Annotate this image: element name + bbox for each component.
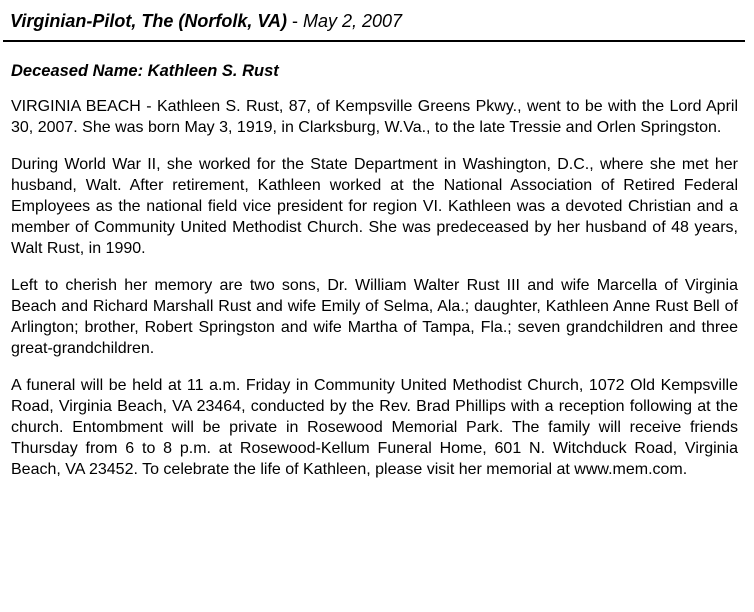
obituary-paragraph-career: During World War II, she worked for the State Department in Washington, D.C., where she met her husband, Walt. After retirement, Kathleen worked at the National Association of Retired Federal Employees as the national field vice president for region VI. Kathleen was a devoted Christian and a member of Community United Methodist Church. She was predeceased by her husband of 48 years, Walt Rust, in 1990. (11, 156, 738, 257)
obituary-paragraph-services: A funeral will be held at 11 a.m. Friday in Community United Methodist Church, 1072 Old Kempsville Road, Virginia Beach, VA 23464, conducted by the Rev. Brad Phillips with a reception following at the church. Entombment will be private in Rosewood Memorial Park. The family will receive friends Thursday from 6 to 8 p.m. at Rosewood-Kellum Funeral Home, 601 N. Witchduck Road, Virginia Beach, VA 23452. To celebrate the life of Kathleen, please visit her memorial at www.mem.com. (11, 377, 738, 478)
deceased-name-heading: Deceased Name: Kathleen S. Rust (11, 62, 279, 80)
header-separator: - (287, 11, 303, 31)
publication-header (10, 9, 402, 33)
obituary-body (11, 96, 738, 496)
obituary-paragraph-intro: VIRGINIA BEACH - Kathleen S. Rust, 87, of Kempsville Greens Pkwy., went to be with the Lord April 30, 2007. She was born May 3, 1919, in Clarksburg, W.Va., to the late Tressie and Orlen Springston. (11, 98, 738, 136)
obituary-paragraph-survivors: Left to cherish her memory are two sons, Dr. William Walter Rust III and wife Marcella of Virginia Beach and Richard Marshall Rust and wife Emily of Selma, Ala.; daughter, Kathleen Anne Rust Bell of Arlington; brother, Robert Springston and wife Martha of Tampa, Fla.; seven grandchildren and three great-grandchildren. (11, 277, 738, 357)
header-divider (3, 40, 745, 42)
publication-date: May 2, 2007 (303, 11, 403, 31)
publication-name: Virginian-Pilot, The (Norfolk, VA) (10, 11, 287, 31)
